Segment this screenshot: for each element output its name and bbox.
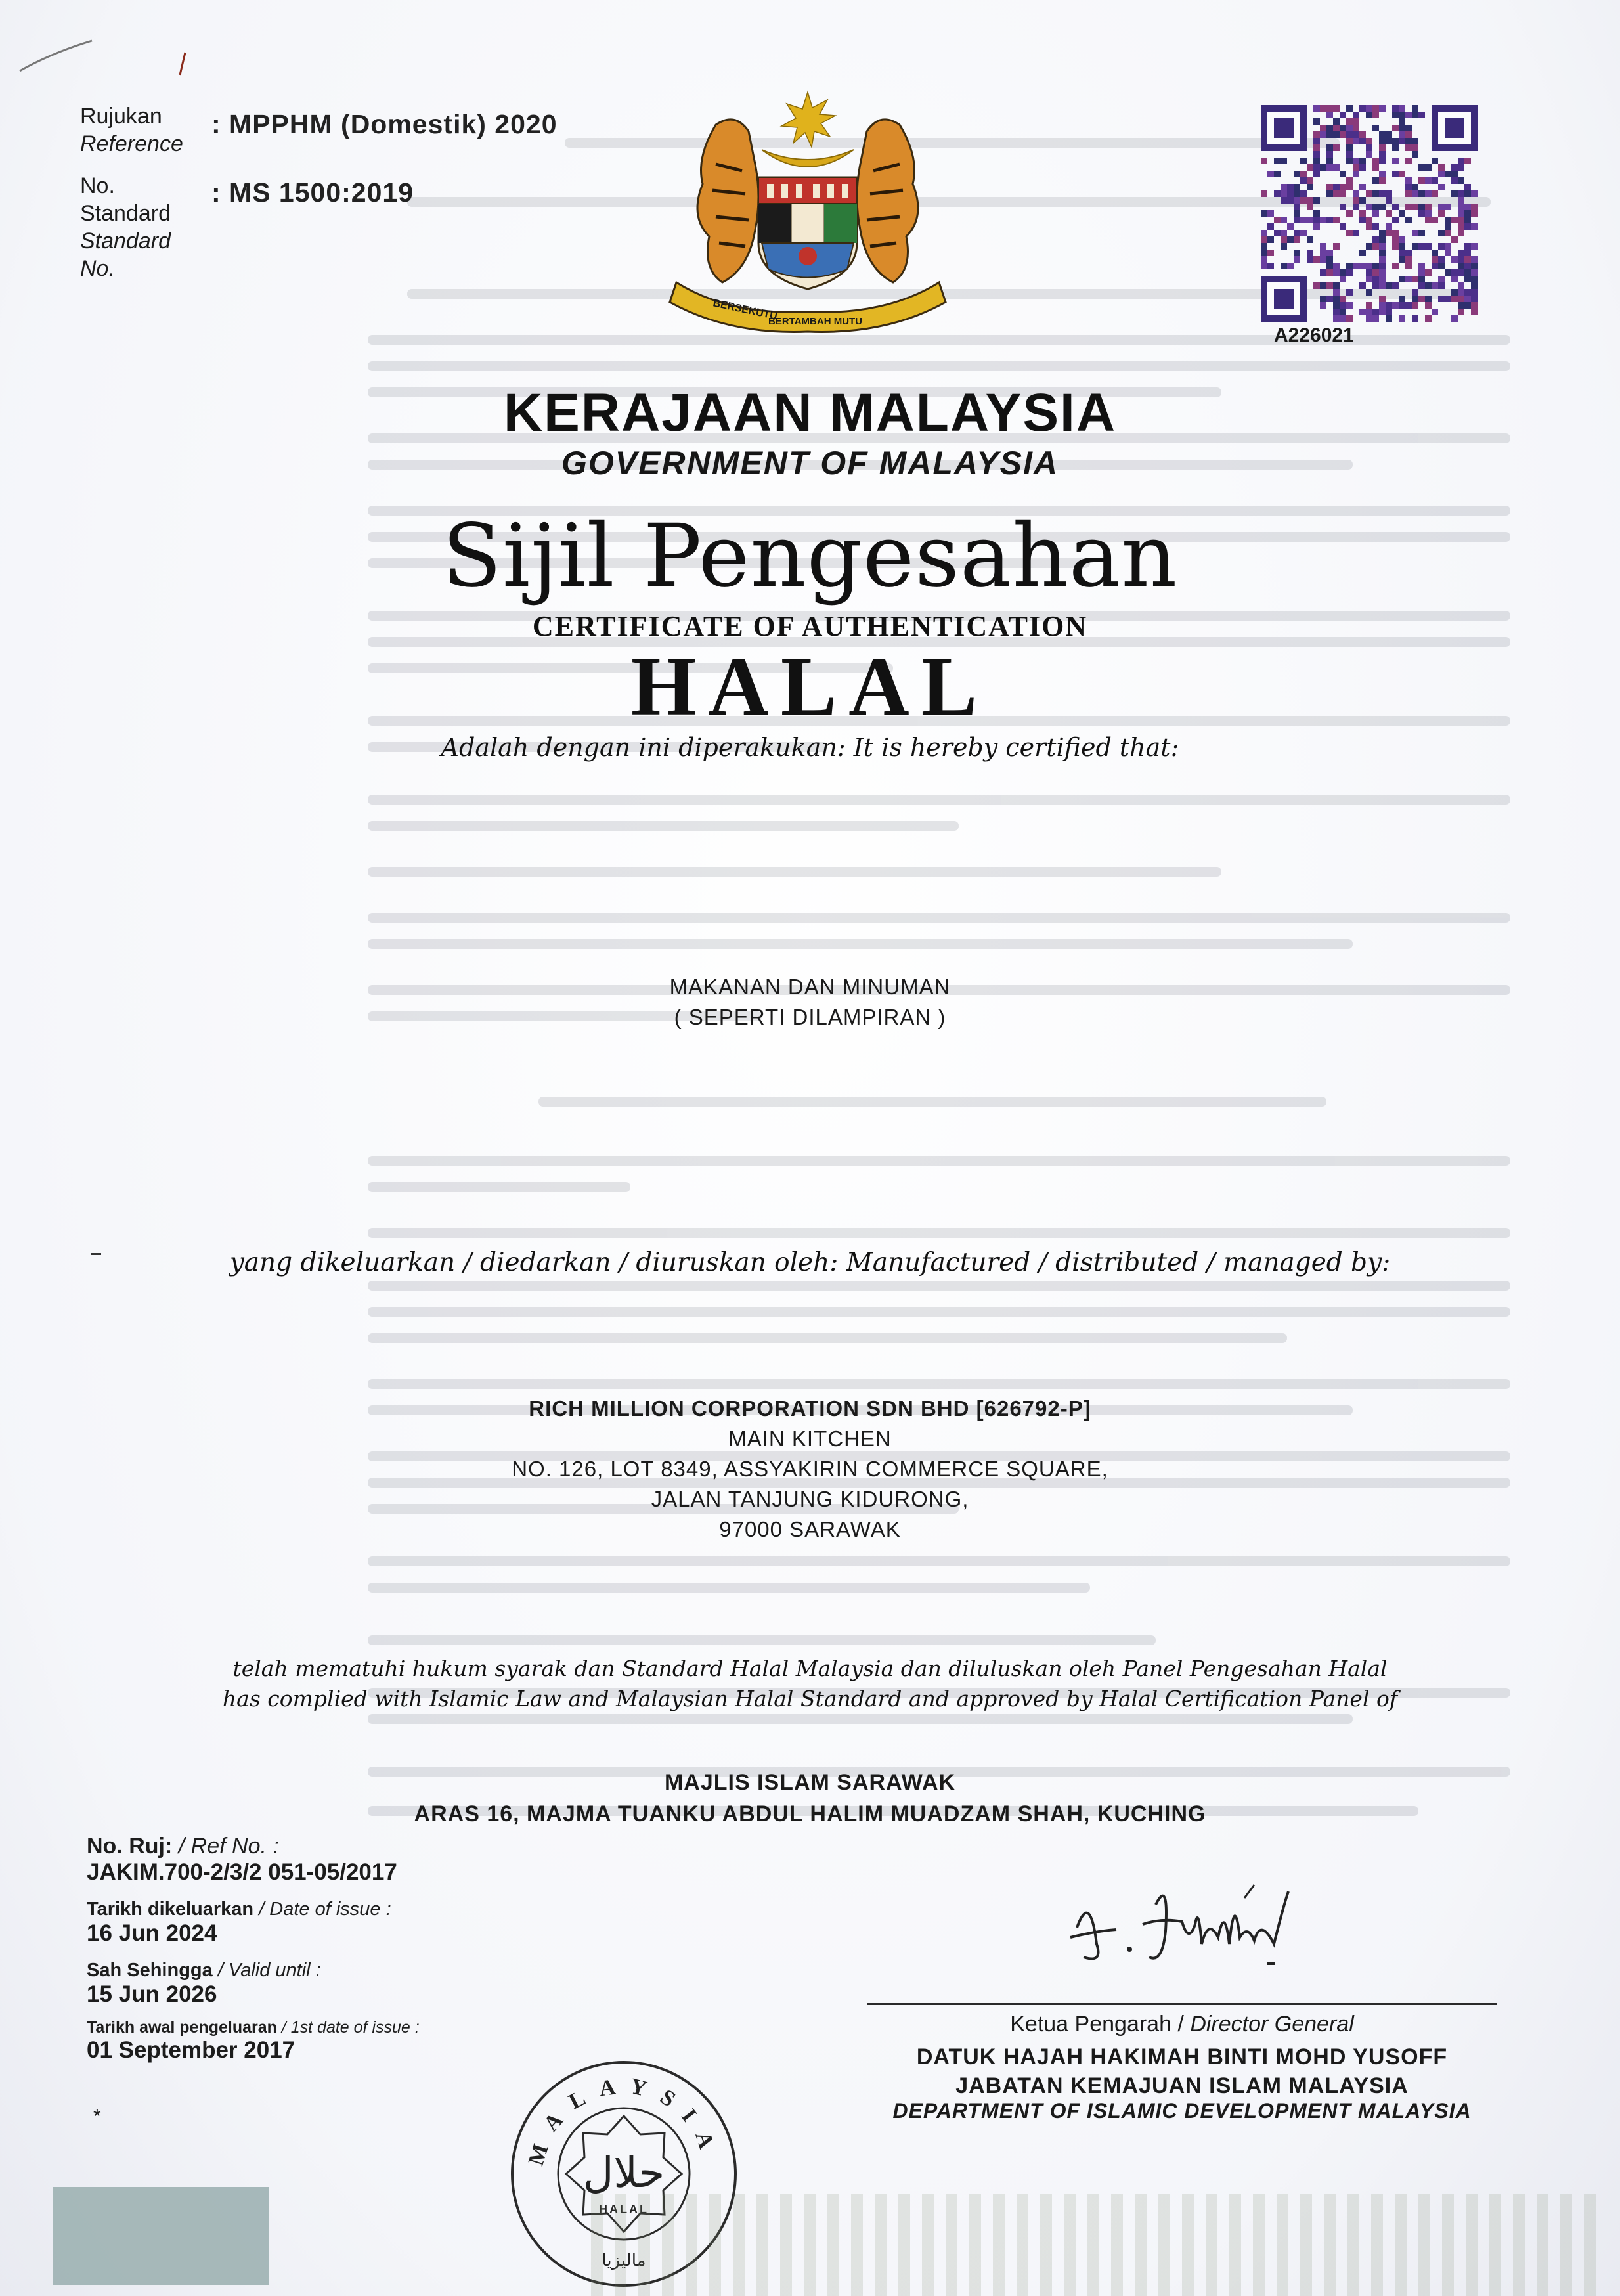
standard-value: : MS 1500:2019	[211, 177, 414, 208]
logo-ring-text: MALAYSIA	[523, 2073, 723, 2169]
department-malay: JABATAN KEMAJUAN ISLAM MALAYSIA	[955, 2073, 1409, 2098]
bottom-pattern-band	[591, 2194, 1596, 2296]
logo-bottom-arabic: ماليزيا	[602, 2251, 646, 2270]
company-line-4: JALAN TANJUNG KIDURONG,	[651, 1487, 969, 1511]
reference-label: Reference	[80, 131, 183, 156]
stamp-bar	[53, 2187, 269, 2285]
valid-value: 15 Jun 2026	[87, 1981, 217, 2007]
director-signature	[1057, 1865, 1333, 1977]
product-description	[0, 972, 1620, 1032]
certified-statement: Adalah dengan ini diperakukan: It is hereby certified that:	[441, 733, 1179, 762]
signature-line	[867, 2003, 1497, 2005]
director-title: Ketua Pengarah / Director General	[1010, 2012, 1354, 2037]
council-address: ARAS 16, MAJMA TUANKU ABDUL HALIM MUADZAM SHAH, KUCHING	[414, 1801, 1206, 1826]
company-block	[0, 1394, 1620, 1545]
director-name: DATUK HAJAH HAKIMAH BINTI MOHD YUSOFF	[916, 2044, 1448, 2069]
product-line-2: ( SEPERTI DILAMPIRAN )	[674, 1005, 946, 1029]
pen-mark	[13, 26, 197, 85]
rujukan-label: Rujukan	[80, 104, 162, 129]
first-issue-label: Tarikh awal pengeluaran / 1st date of issue :	[87, 2018, 420, 2037]
council-block	[0, 1767, 1620, 1830]
halal-heading: HALAL	[630, 640, 990, 733]
reference-value: : MPPHM (Domestik) 2020	[211, 109, 558, 139]
asterisk-mark: *	[93, 2106, 101, 2127]
logo-halal-text: HALAL	[599, 2203, 649, 2216]
company-name: RICH MILLION CORPORATION SDN BHD [626792-P]	[529, 1396, 1091, 1421]
compliance-malay: telah mematuhi hukum syarak dan Standard Halal Malaysia dan diluluskan oleh Panel Pengesahan Halal	[232, 1656, 1388, 1681]
certificate-title: Sijil Pengesahan	[442, 506, 1178, 607]
logo-arabic: حلال	[582, 2149, 665, 2197]
certificate-subtitle: CERTIFICATE OF AUTHENTICATION	[532, 610, 1088, 642]
qr-serial: A226021	[1274, 324, 1354, 346]
qr-code-icon	[1261, 105, 1478, 322]
coat-ribbon-center: BERTAMBAH MUTU	[768, 316, 863, 327]
coat-ribbon-left: BERSEKUTU	[712, 298, 779, 322]
compliance-english: has complied with Islamic Law and Malaysian Halal Standard and approved by Halal Certification Panel of	[222, 1686, 1398, 1711]
first-issue-value: 01 September 2017	[87, 2037, 296, 2063]
company-line-5: 97000 SARAWAK	[719, 1517, 901, 1541]
malaysia-coat-of-arms-icon	[650, 85, 965, 335]
department-english: DEPARTMENT OF ISLAMIC DEVELOPMENT MALAYSIA	[892, 2099, 1472, 2123]
ref-value: JAKIM.700-2/3/2 051-05/2017	[87, 1859, 397, 1885]
standard-label-italic: Standard	[80, 229, 171, 254]
heading-malay: KERAJAAN MALAYSIA	[503, 383, 1117, 443]
product-line-1: MAKANAN DAN MINUMAN	[669, 975, 951, 999]
company-line-2: MAIN KITCHEN	[728, 1426, 892, 1451]
company-line-3: NO. 126, LOT 8349, ASSYAKIRIN COMMERCE SQUARE,	[512, 1457, 1108, 1481]
issue-label: Tarikh dikeluarkan / Date of issue :	[87, 1899, 391, 1920]
no-label-italic: No.	[80, 256, 115, 281]
heading-english: GOVERNMENT OF MALAYSIA	[561, 445, 1059, 481]
director-block	[867, 2042, 1497, 2100]
issue-value: 16 Jun 2024	[87, 1920, 217, 1946]
ref-label: No. Ruj: / Ref No. :	[87, 1834, 279, 1859]
council-name: MAJLIS ISLAM SARAWAK	[664, 1770, 956, 1795]
details-block	[87, 1834, 420, 2064]
standard-label: Standard	[80, 201, 171, 226]
compliance-statement	[0, 1654, 1620, 1714]
reference-labels	[80, 102, 183, 282]
no-label: No.	[80, 173, 115, 198]
manufactured-statement: yang dikeluarkan / diedarkan / diuruskan oleh: Manufactured / distributed / managed by:	[229, 1248, 1391, 1277]
valid-label: Sah Sehingga / Valid until :	[87, 1960, 321, 1981]
